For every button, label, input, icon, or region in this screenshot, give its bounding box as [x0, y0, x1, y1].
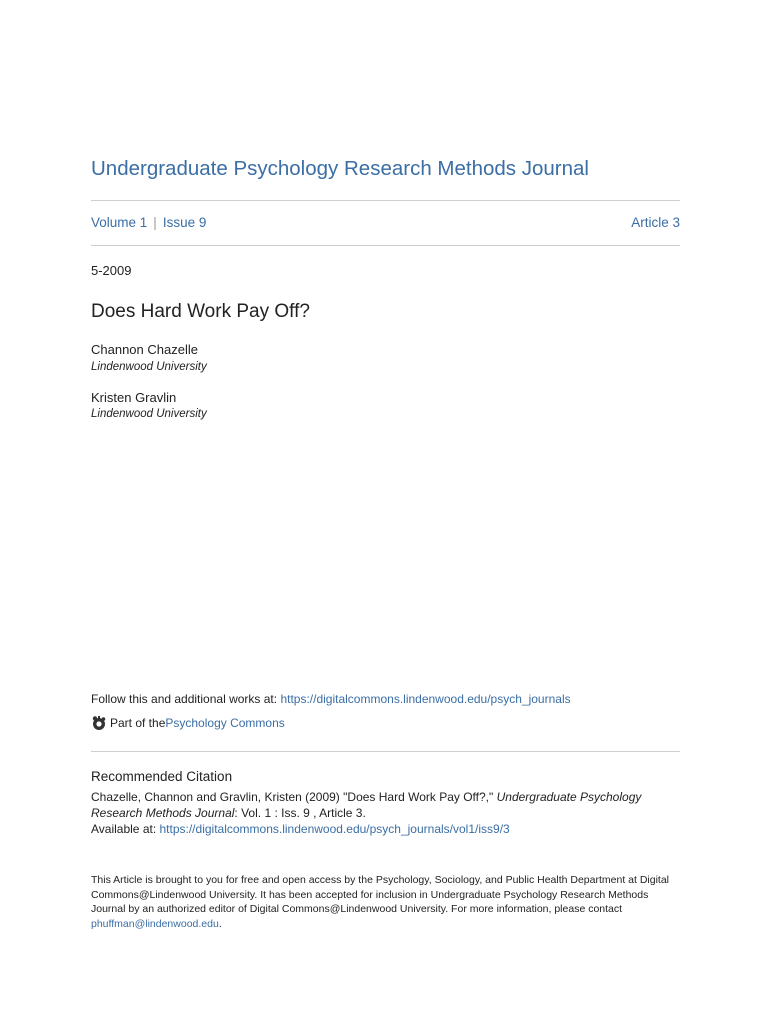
issue-link[interactable]: Issue 9 — [162, 215, 207, 230]
access-notice — [91, 873, 681, 931]
divider — [91, 751, 680, 752]
divider — [91, 200, 680, 201]
part-of-line — [91, 715, 285, 731]
citation-authors: Chazelle, Channon and Gravlin, Kristen (2009) "Does Hard Work Pay Off?," — [91, 790, 497, 804]
follow-line — [91, 692, 571, 706]
available-label: Available at: — [91, 822, 160, 836]
author-affiliation: Lindenwood University — [91, 361, 207, 373]
citation-volume: : Vol. 1 : Iss. 9 , Article 3. — [234, 806, 366, 820]
contact-email-link[interactable]: phuffman@lindenwood.edu — [91, 917, 219, 930]
follow-label: Follow this and additional works at: — [91, 692, 281, 706]
part-of-label: Part of the — [110, 716, 166, 730]
author-name: Kristen Gravlin — [91, 390, 177, 405]
recommended-citation-heading: Recommended Citation — [91, 769, 233, 784]
notice-end: . — [218, 917, 222, 930]
article-title: Does Hard Work Pay Off? — [91, 301, 310, 322]
citation-journal-part2: Research Methods Journal — [91, 806, 235, 820]
author-name: Channon Chazelle — [91, 342, 198, 357]
publication-date: 5-2009 — [91, 263, 132, 278]
citation-journal-part1: Undergraduate Psychology — [496, 790, 642, 804]
author-affiliation: Lindenwood University — [91, 408, 207, 420]
notice-text: This Article is brought to you for free and open access by the Psychology, Sociology, and Public Health Department at Digital Commons@Lindenwood University. It has been accepted for inclusion in Undergraduate Psychology Research Methods Journal by an authorized editor of Digital Commons@Lindenwood University. For more information, please contact — [91, 874, 670, 916]
journal-title[interactable]: Undergraduate Psychology Research Methods Journal — [91, 157, 589, 180]
psychology-commons-link[interactable]: Psychology Commons — [165, 716, 285, 730]
follow-url-link[interactable]: https://digitalcommons.lindenwood.edu/psych_journals — [280, 692, 571, 706]
article-link[interactable]: Article 3 — [631, 215, 680, 230]
citation-url-link[interactable]: https://digitalcommons.lindenwood.edu/psych_journals/vol1/iss9/3 — [159, 822, 510, 836]
volume-link[interactable]: Volume 1 — [91, 215, 148, 230]
citation-text — [91, 789, 691, 837]
issue-separator: | — [153, 215, 157, 230]
network-commons-icon — [91, 715, 107, 731]
issue-row — [91, 215, 680, 230]
divider — [91, 245, 680, 246]
